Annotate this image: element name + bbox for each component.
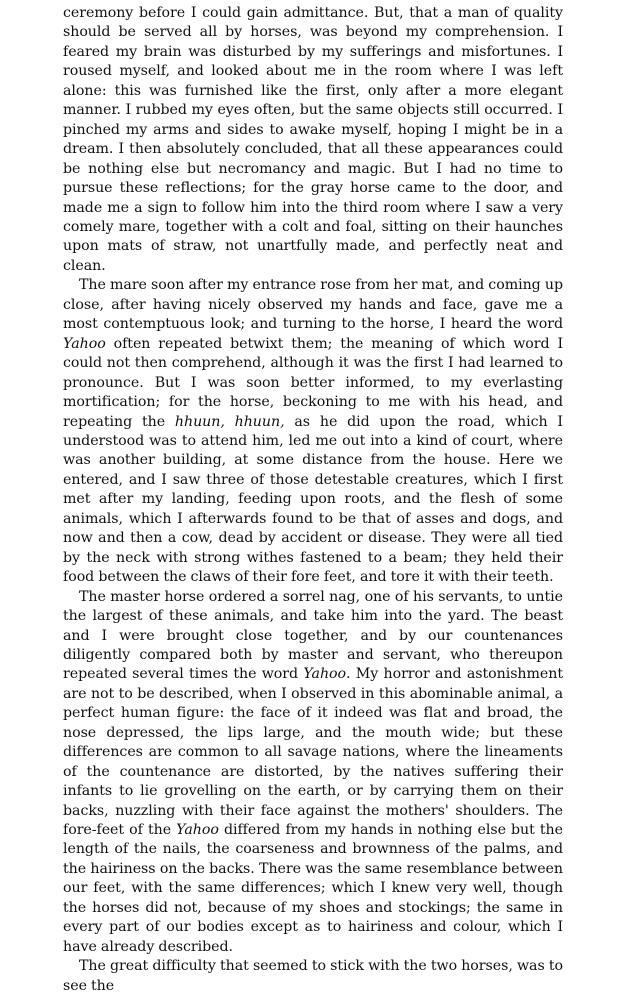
italic-text: Yahoo bbox=[176, 822, 219, 839]
italic-text: Yahoo bbox=[63, 335, 106, 352]
paragraph bbox=[63, 4, 563, 276]
paragraph bbox=[63, 957, 563, 996]
italic-text: hhuun, hhuun, bbox=[174, 413, 285, 430]
text-segment: differed from my hands in nothing else but the length of the nails, the coarseness and brownness of the palms, and the hairiness on the backs. There was the same resemblance between our feet, with the same differences; which I knew very well, though the horses did not, because of my shoes and stockings; the same in every part of our bodies except as to hairiness and colour, which I have already described. bbox=[63, 822, 563, 955]
text-segment: The mare soon after my entrance rose from her mat, and coming up close, after having nicely observed my hands and face, gave me a most contemptuous look; and turning to the horse, I heard the word bbox=[63, 277, 563, 333]
text-segment: The great difficulty that seemed to stick with the two horses, was to see the bbox=[63, 958, 563, 994]
text-segment: The master horse ordered a sorrel nag, one of his servants, to untie the largest of these animals, and take him into the yard. The beast and I were brought close together, and by our countenances diligently compared both by master and servant, who thereupon repeated several times the word bbox=[63, 588, 563, 683]
italic-text: Yahoo bbox=[303, 666, 347, 683]
paragraph bbox=[63, 588, 563, 958]
text-segment: often repeated betwixt them; the meaning of which word I could not then comprehend, although it was the first I had learned to pronounce. But I was soon better informed, to my everlasting mortification; for the horse, beckoning to me with his head, and repeating the bbox=[63, 335, 563, 430]
page-text bbox=[63, 4, 563, 996]
text-segment: as he did upon the road, which I understood was to attend him, led me out into a kind of court, where was another building, at some distance from the house. Here we entered, and I saw three of those detestable creatures, which I first met after my landing, feeding upon roots, and the flesh of some animals, which I afterwards found to be that of asses and dogs, and now and then a cow, dead by accident or disease. They were all tied by the neck with strong withes fastened to a beam; they held their food between the claws of their fore feet, and tore it with their teeth. bbox=[63, 413, 563, 586]
paragraph bbox=[63, 276, 563, 587]
text-segment: . My horror and astonishment are not to be described, when I observed in this abominable animal, a perfect human figure: the face of it indeed was flat and broad, the nose depressed, the lips large, and the mouth wide; but these differences are common to all savage nations, where the lineaments of the countenance are distorted, by the natives suffering their infants to lie grovelling on the earth, or by carrying them on their backs, nuzzling with their face against the mothers' shoulders. The fore-feet of the bbox=[63, 666, 563, 839]
text-segment: ceremony before I could gain admittance. But, that a man of quality should be served all by horses, was beyond my comprehension. I feared my brain was disturbed by my sufferings and misfortunes. I roused myself, and looked about me in the room where I was left alone: this was furnished like the first, only after a more elegant manner. I rubbed my eyes often, but the same objects still occurred. I pinched my arms and sides to awake myself, hoping I might be in a dream. I then absolutely concluded, that all these appearances could be nothing else but necromancy and magic. But I had no time to pursue these reflections; for the gray horse came to the door, and made me a sign to follow him into the third room where I saw a very comely mare, together with a colt and foal, sitting on their haunches upon mats of straw, not unartfully made, and perfectly neat and clean. bbox=[63, 5, 563, 274]
